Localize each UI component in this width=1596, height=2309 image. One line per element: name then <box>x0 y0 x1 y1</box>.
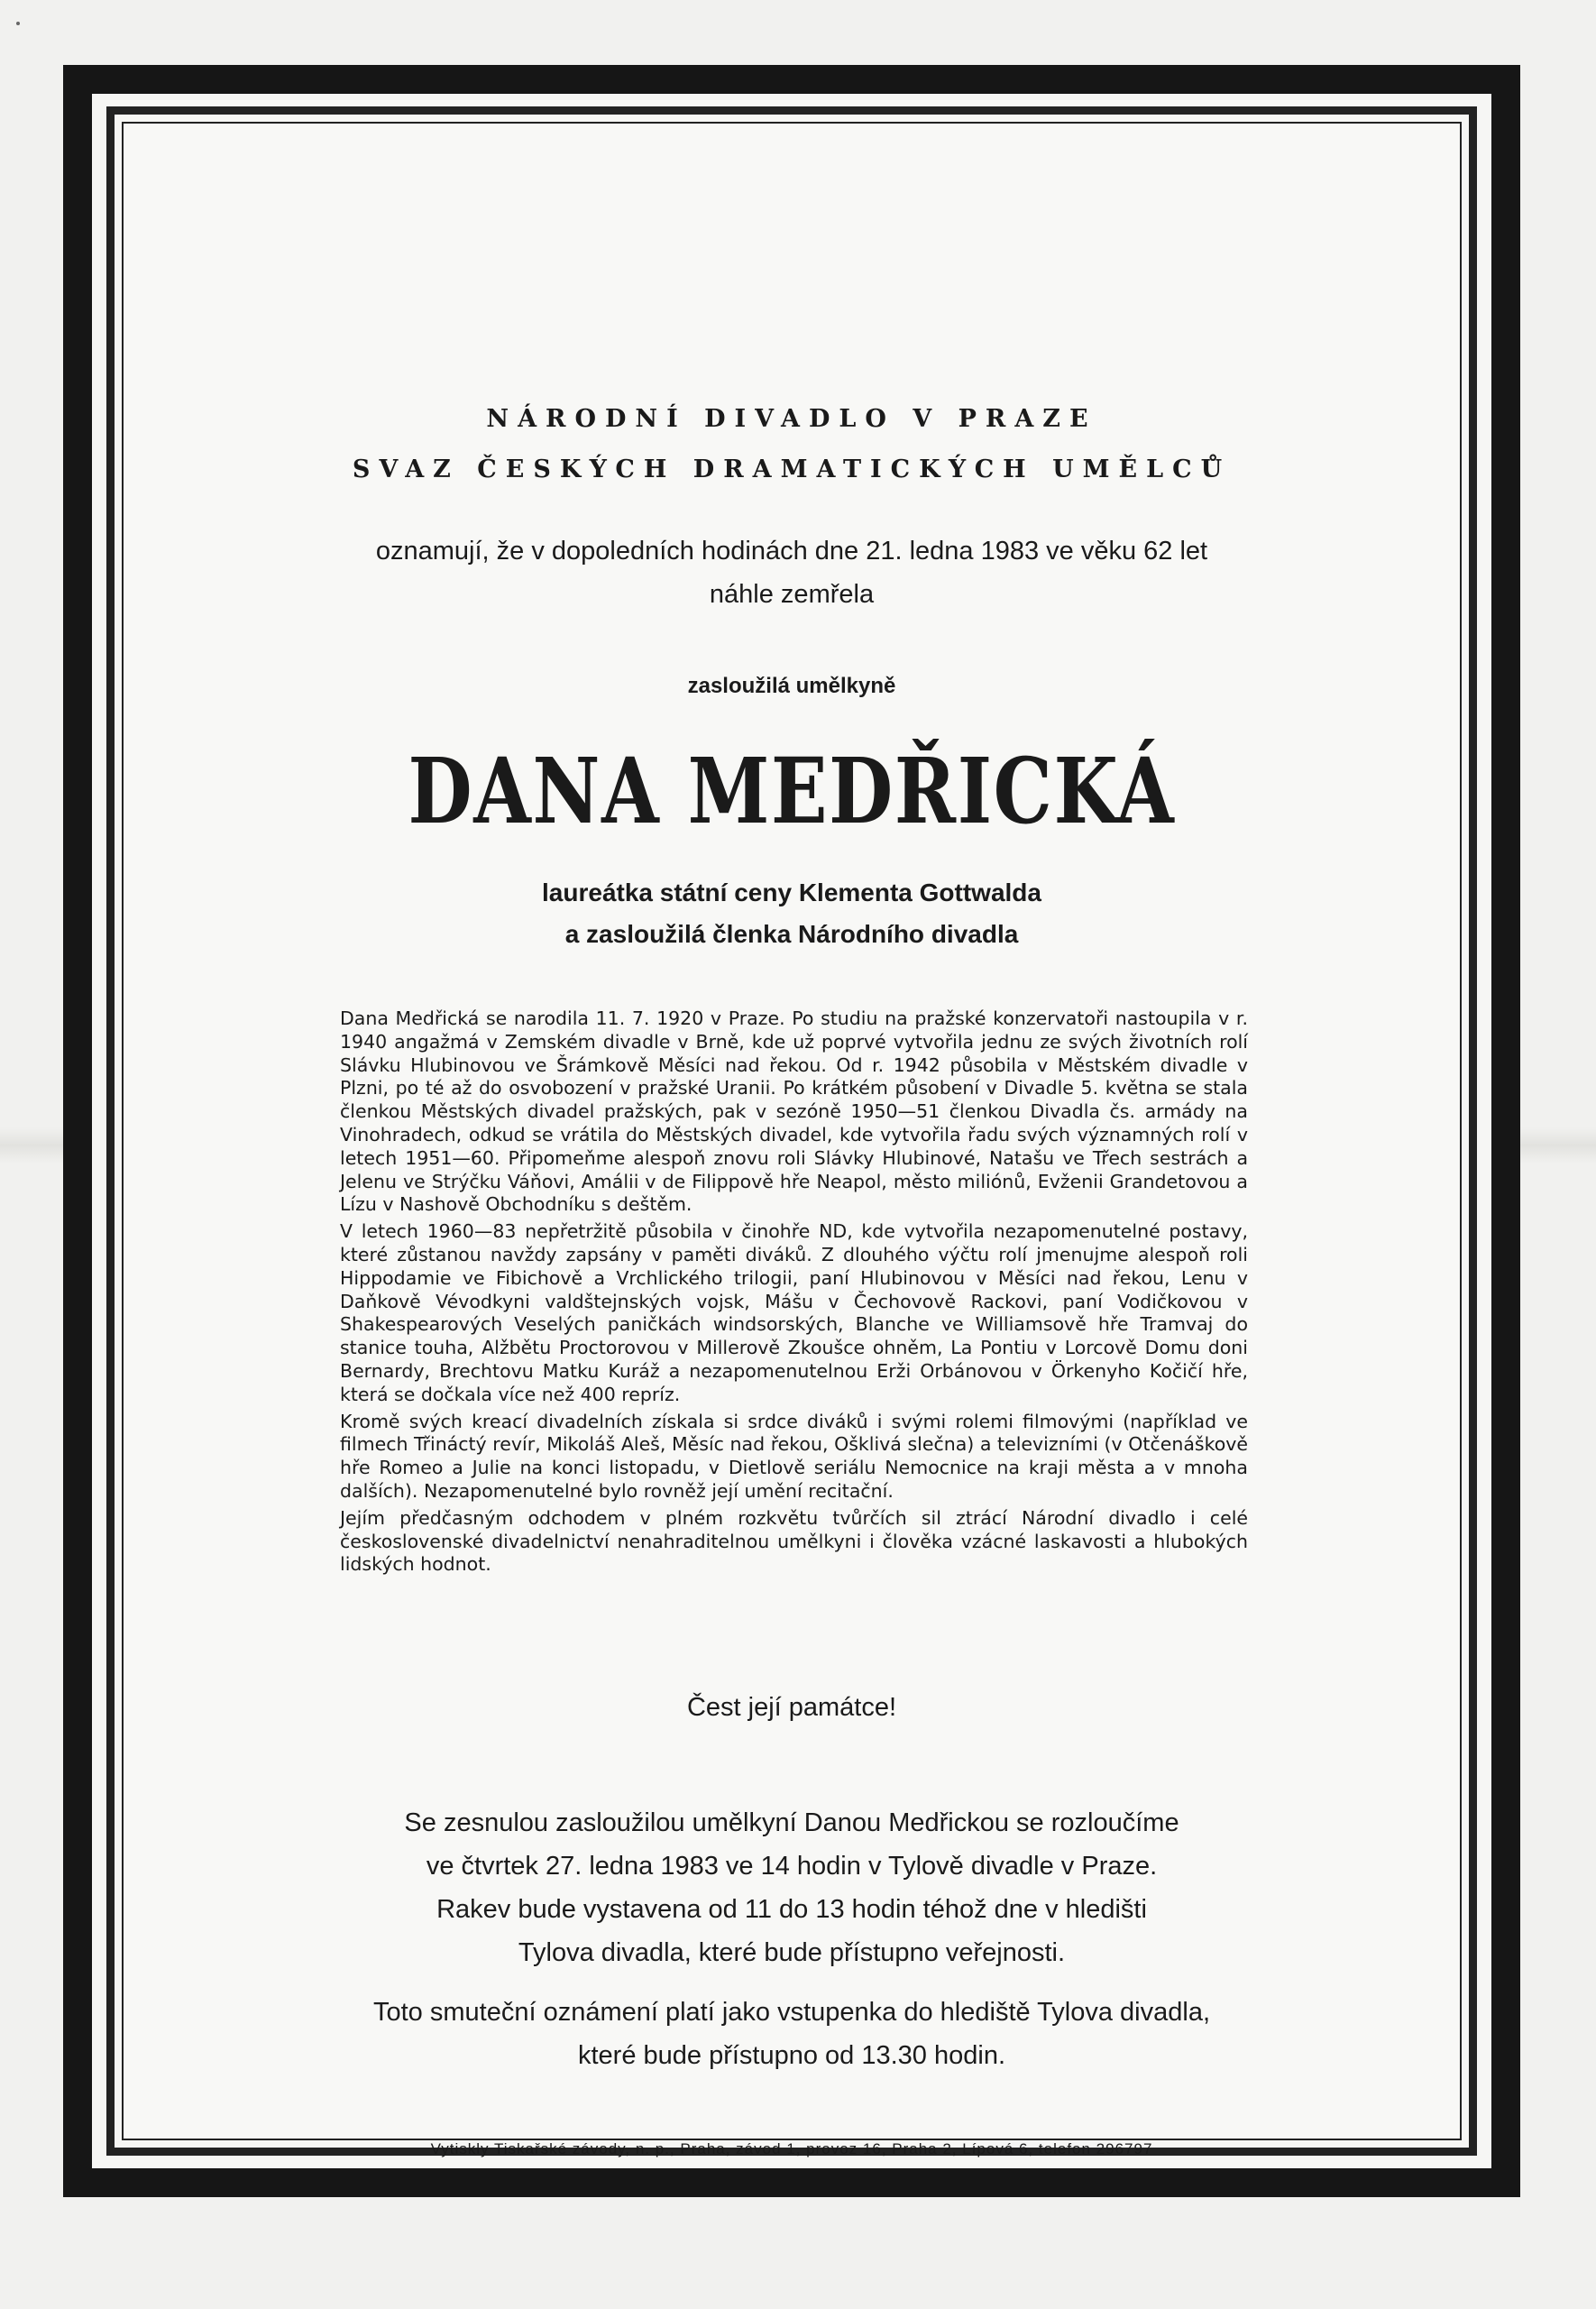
announcement-line-1: oznamují, že v dopoledních hodinách dne 21. ledna 1983 ve věku 62 let <box>375 537 1208 566</box>
farewell-line: Tylova divadla, které bude přístupno veřejnosti. <box>518 1938 1066 1967</box>
honors-line-2: a zasloužilá členka Národního divadla <box>564 920 1019 948</box>
biography-paragraph: V letech 1960—83 nepřetržitě působila v činohře ND, kde vytvořila nezapomenutelné postavy, které zůstanou navždy zapsány v paměti diváků. Z dlouhého výčtu rolí jmenujme alespoň roli Hippodamie ve Fibichově a Vrchlického trilogii, paní Hlubinovou v Měsíci nad řekou, Lenu v Daňkově Vévodkyni valdštejnských vojsk, Mášu v Čechovově Rackovi, paní Vodičkovou v Shakespearových Veselých paničkách windsorských, Blanche ve Williamsově hře Tramvaj do stanice touha, Alžbětu Proctorovou v Millerově Zkoušce ohněm, La Pontiu v Lorcově Domu doni Bernardy, Brechtovu Matku Kuráž a nezapomenutelnou Erži Orbánovou v Örkenyho Kočičí hře, která se dočkala více než 400 repríz. <box>340 1220 1248 1405</box>
paper-speck <box>16 22 20 25</box>
ticket-line: Toto smuteční oznámení platí jako vstupenka do hlediště Tylova divadla, <box>372 1998 1210 2027</box>
farewell-details <box>232 1801 1352 1974</box>
farewell-line: Rakev bude vystavena od 11 do 13 hodin téhož dne v hledišti <box>436 1895 1147 1924</box>
farewell-line: ve čtvrtek 27. ledna 1983 ve 14 hodin v Tylově divadle v Praze. <box>426 1852 1158 1881</box>
biography <box>340 1007 1248 1580</box>
honors <box>124 872 1460 955</box>
mourning-border-inner <box>122 122 1462 2157</box>
issuer-line-2: SVAZ ČESKÝCH DRAMATICKÝCH UMĚLCŮ <box>352 455 1232 483</box>
biography-paragraph: Dana Medřická se narodila 11. 7. 1920 v Praze. Po studiu na pražské konzervatoři nastoupila v r. 1940 angažmá v Zemském divadle v Brně, kde už poprvé vytvořila jednu ze svých životních rolí Slávku Hlubinovou ve Šrámkově Měsíci nad řekou. Od r. 1942 působila v Městském divadle v Plzni, po té až do osvobození v pražské Uranii. Po krátkém působení v Divadle 5. května se stala členkou Městských divadel pražských, pak v sezóně 1950—51 členkou Divadla čs. armády na Vinohradech, odkud se vrátila do Městských divadel, kde vytvořila řadu svých významných rolí v letech 1951—60. Připomeňme alespoň znovu roli Slávky Hlubinové, Natašu ve Třech sestrách a Jelenu ve Strýčku Váňovi, Amálii v de Filippově hře Neapol, město miliónů, Evženii Grandetovou a Lízu v Nashově Obchodníku s deštěm. <box>340 1007 1248 1216</box>
biography-paragraph: Jejím předčasným odchodem v plném rozkvětu tvůrčích sil ztrácí Národní divadlo i celé československé divadelnictví nenahraditelnou umělkyni i člověka vzácné laskavosti a hlubokých lidských hodnot. <box>340 1506 1248 1576</box>
printer-imprint: Vytiskly Tiskařské závody, n. p., Praha, závod 1, provoz 16, Praha 2, Lípová 6, telefon 296797 <box>430 2140 1153 2157</box>
tribute-line: Čest její památce! <box>686 1693 897 1722</box>
announcement <box>214 529 1370 616</box>
notice-content <box>124 124 1460 2157</box>
biography-paragraph: Kromě svých kreací divadelních získala si srdce diváků i svými rolemi filmovými (například ve filmech Třináctý revír, Mikoláš Aleš, Měsíc nad řekou, Ošklivá slečna) a televizními (v Otčenáškově hře Romeo a Julie na konci listopadu, v Dietlově seriálu Nemocnice na kraji města a v mnoha dalších). Nezapomenutelné bylo rovněž její umění recitační. <box>340 1410 1248 1502</box>
ticket-notice <box>232 1991 1352 2077</box>
issuer-line-1: NÁRODNÍ DIVADLO V PRAZE <box>486 405 1097 433</box>
mourning-border-thin <box>106 106 1477 2156</box>
border-gap <box>92 94 1491 2168</box>
farewell-line: Se zesnulou zasloužilou umělkyní Danou Medřickou se rozloučíme <box>404 1808 1179 1837</box>
issuer-header <box>124 394 1460 495</box>
announcement-line-2: náhle zemřela <box>709 580 875 609</box>
ticket-line: které bude přístupno od 13.30 hodin. <box>577 2041 1006 2070</box>
title-prefix: zasloužilá umělkyně <box>687 674 896 698</box>
mourning-border-outer <box>63 65 1520 2197</box>
deceased-name: DANA MEDŘICKÁ <box>408 738 1176 844</box>
honors-line-1: laureátka státní ceny Klementa Gottwalda <box>542 879 1041 906</box>
